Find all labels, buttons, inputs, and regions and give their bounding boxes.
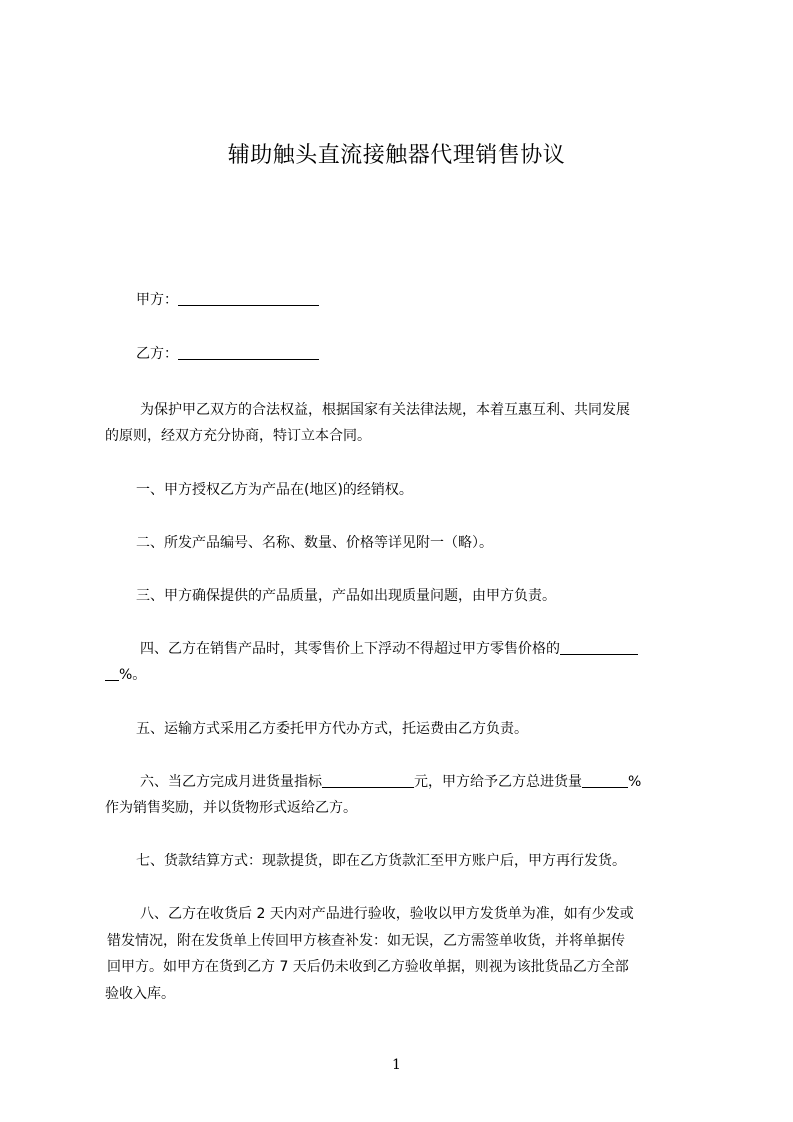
clause-2: 二、所发产品编号、名称、数量、价格等详见附一（略）。: [136, 535, 493, 551]
clause-6-part-2: 元，甲方给予乙方总进货量: [414, 774, 582, 790]
document-title: 辅助触头直流接触器代理销售协议: [227, 143, 566, 168]
intro-line-1: 为保护甲乙双方的合法权益，根据国家有关法律法规，本着互惠互利、共同发展: [140, 402, 630, 418]
party-b-blank: [178, 343, 319, 360]
party-a-label: 甲方：: [136, 292, 178, 308]
clause-7: 七、货款结算方式：现款提货，即在乙方货款汇至甲方账户后，甲方再行发货。: [136, 853, 626, 869]
clause-4-line-2: [105, 661, 705, 689]
clause-6-part-1: 六、当乙方完成月进货量指标: [140, 774, 322, 790]
clause-4-blank-cont: [105, 664, 119, 681]
clause-6-amount-blank: [322, 771, 414, 788]
clause-8-line-2: 错发情况，附在发货单上传回甲方核查补发：如无误，乙方需签单收货，并将单据传: [107, 933, 625, 949]
clause-4-line-1: [140, 635, 740, 663]
clause-6-percent-blank: [582, 771, 628, 788]
page-number: 1: [392, 1057, 401, 1073]
party-b-label: 乙方：: [136, 346, 178, 362]
party-a-blank: [178, 289, 319, 306]
party-a-line: [136, 286, 706, 314]
clause-8-line-1: 八、乙方在收货后 2 天内对产品进行验收，验收以甲方发货单为准，如有少发或: [140, 906, 634, 922]
clause-8-line-4: 验收入库。: [105, 986, 175, 1002]
intro-line-2: 的原则，经双方充分协商，特订立本合同。: [105, 428, 371, 444]
clause-6-line-2: 作为销售奖励，并以货物形式返给乙方。: [105, 800, 357, 816]
clause-8-line-3: 回甲方。如甲方在货到乙方 7 天后仍未收到乙方验收单据，则视为该批货品乙方全部: [107, 959, 629, 975]
clause-4-suffix: %。: [119, 667, 147, 683]
clause-3: 三、甲方确保提供的产品质量，产品如出现质量问题，由甲方负责。: [136, 588, 556, 604]
clause-6-line-1: [140, 768, 740, 796]
clause-1: 一、甲方授权乙方为产品在(地区)的经销权。: [136, 482, 413, 498]
clause-4-blank: [560, 638, 638, 655]
party-b-line: [136, 340, 706, 368]
clause-4-text: 四、乙方在销售产品时，其零售价上下浮动不得超过甲方零售价格的: [140, 641, 560, 657]
clause-5: 五、运输方式采用乙方委托甲方代办方式，托运费由乙方负责。: [136, 721, 528, 737]
clause-6-part-3: %: [628, 774, 642, 790]
